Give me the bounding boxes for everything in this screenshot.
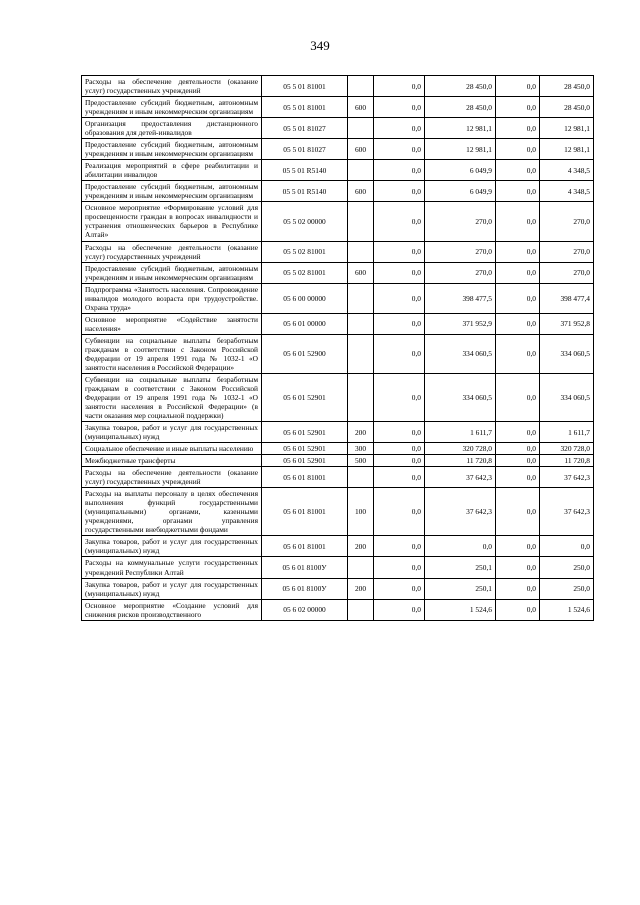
row-expense-type-cell: 600 [348, 262, 374, 283]
row-value-1-cell: 0,0 [374, 76, 425, 97]
row-name-cell: Межбюджетные трансферты [82, 455, 262, 467]
row-expense-type-cell: 500 [348, 455, 374, 467]
row-value-2-cell: 334 060,5 [425, 373, 496, 421]
row-value-1-cell: 0,0 [374, 536, 425, 557]
row-name-cell: Субвенции на социальные выплаты безработным гражданам в соответствии с Законом Российской Федерации от 19 апреля 1991 года № 1032-1 «О занятости населения в Российской Федерации» (в части оказания мер социальной поддержки) [82, 373, 262, 421]
table-row [82, 443, 594, 455]
row-value-1-cell: 0,0 [374, 422, 425, 443]
table-row [82, 313, 594, 334]
row-name-cell: Организация предоставления дистанционного образования для детей-инвалидов [82, 118, 262, 139]
row-value-4-cell: 4 348,5 [540, 181, 594, 202]
table-row [82, 578, 594, 599]
row-value-2-cell: 1 524,6 [425, 599, 496, 620]
table-row [82, 241, 594, 262]
row-name-cell: Основное мероприятие «Создание условий для снижения рисков производственного [82, 599, 262, 620]
row-value-1-cell: 0,0 [374, 181, 425, 202]
row-value-4-cell: 270,0 [540, 202, 594, 241]
row-value-3-cell: 0,0 [496, 160, 540, 181]
row-code-cell: 05 6 00 00000 [262, 283, 348, 313]
row-name-cell: Социальное обеспечение и иные выплаты населению [82, 443, 262, 455]
table-row [82, 262, 594, 283]
row-value-2-cell: 250,1 [425, 557, 496, 578]
row-value-4-cell: 371 952,8 [540, 313, 594, 334]
row-code-cell: 05 6 01 8100У [262, 578, 348, 599]
row-value-1-cell: 0,0 [374, 160, 425, 181]
row-value-2-cell: 37 642,3 [425, 488, 496, 536]
row-code-cell: 05 5 01 81027 [262, 139, 348, 160]
row-value-1-cell: 0,0 [374, 241, 425, 262]
row-value-3-cell: 0,0 [496, 443, 540, 455]
row-expense-type-cell: 600 [348, 97, 374, 118]
row-name-cell: Предоставление субсидий бюджетным, автономным учреждениям и иным некоммерческим организациям [82, 97, 262, 118]
row-value-4-cell: 334 060,5 [540, 373, 594, 421]
row-name-cell: Расходы на коммунальные услуги государственных учреждений Республики Алтай [82, 557, 262, 578]
row-value-3-cell: 0,0 [496, 488, 540, 536]
row-name-cell: Расходы на обеспечение деятельности (оказание услуг) государственных учреждений [82, 467, 262, 488]
row-name-cell: Реализация мероприятий в сфере реабилитации и абилитации инвалидов [82, 160, 262, 181]
row-value-1-cell: 0,0 [374, 262, 425, 283]
row-value-3-cell: 0,0 [496, 283, 540, 313]
row-value-3-cell: 0,0 [496, 467, 540, 488]
table-row [82, 97, 594, 118]
row-value-1-cell: 0,0 [374, 488, 425, 536]
row-name-cell: Расходы на выплаты персоналу в целях обеспечения выполнения функций государственными (муниципальными) органами, казенными учреждениями, органами управления государственными внебюджетными фондами [82, 488, 262, 536]
row-name-cell: Субвенции на социальные выплаты безработным гражданам в соответствии с Законом Российской Федерации от 19 апреля 1991 года № 1032-1 «О занятости населения в Российской Федерации» [82, 334, 262, 373]
row-code-cell: 05 6 01 52901 [262, 373, 348, 421]
table-row [82, 283, 594, 313]
row-value-4-cell: 12 981,1 [540, 139, 594, 160]
row-code-cell: 05 5 02 00000 [262, 202, 348, 241]
row-value-2-cell: 12 981,1 [425, 118, 496, 139]
row-name-cell: Расходы на обеспечение деятельности (оказание услуг) государственных учреждений [82, 76, 262, 97]
table-row [82, 181, 594, 202]
row-value-3-cell: 0,0 [496, 578, 540, 599]
row-name-cell: Предоставление субсидий бюджетным, автономным учреждениям и иным некоммерческим организациям [82, 139, 262, 160]
row-value-3-cell: 0,0 [496, 262, 540, 283]
row-value-3-cell: 0,0 [496, 313, 540, 334]
row-value-2-cell: 37 642,3 [425, 467, 496, 488]
row-value-4-cell: 28 450,0 [540, 97, 594, 118]
row-code-cell: 05 5 02 81001 [262, 241, 348, 262]
row-code-cell: 05 5 01 81001 [262, 97, 348, 118]
row-value-1-cell: 0,0 [374, 557, 425, 578]
table-row [82, 488, 594, 536]
row-expense-type-cell: 200 [348, 422, 374, 443]
row-code-cell: 05 6 01 8100У [262, 557, 348, 578]
row-expense-type-cell [348, 313, 374, 334]
row-value-4-cell: 334 060,5 [540, 334, 594, 373]
row-value-2-cell: 11 720,8 [425, 455, 496, 467]
row-name-cell: Предоставление субсидий бюджетным, автономным учреждениям и иным некоммерческим организациям [82, 181, 262, 202]
row-expense-type-cell: 200 [348, 578, 374, 599]
budget-table [81, 75, 594, 621]
row-value-4-cell: 250,0 [540, 578, 594, 599]
row-value-2-cell: 1 611,7 [425, 422, 496, 443]
table-row [82, 422, 594, 443]
row-value-2-cell: 250,1 [425, 578, 496, 599]
row-value-3-cell: 0,0 [496, 76, 540, 97]
row-value-3-cell: 0,0 [496, 373, 540, 421]
row-expense-type-cell: 600 [348, 139, 374, 160]
row-name-cell: Закупка товаров, работ и услуг для государственных (муниципальных) нужд [82, 536, 262, 557]
row-value-4-cell: 270,0 [540, 241, 594, 262]
row-value-4-cell: 11 720,8 [540, 455, 594, 467]
row-value-2-cell: 270,0 [425, 202, 496, 241]
row-name-cell: Расходы на обеспечение деятельности (оказание услуг) государственных учреждений [82, 241, 262, 262]
row-value-3-cell: 0,0 [496, 536, 540, 557]
row-code-cell: 05 5 01 R5140 [262, 181, 348, 202]
row-name-cell: Основное мероприятие «Содействие занятости населения» [82, 313, 262, 334]
row-value-3-cell: 0,0 [496, 599, 540, 620]
row-value-2-cell: 320 728,0 [425, 443, 496, 455]
row-code-cell: 05 6 01 52901 [262, 422, 348, 443]
row-value-2-cell: 270,0 [425, 241, 496, 262]
row-value-2-cell: 398 477,5 [425, 283, 496, 313]
row-code-cell: 05 6 01 00000 [262, 313, 348, 334]
row-value-1-cell: 0,0 [374, 139, 425, 160]
row-value-3-cell: 0,0 [496, 422, 540, 443]
row-code-cell: 05 6 01 52901 [262, 443, 348, 455]
row-value-4-cell: 0,0 [540, 536, 594, 557]
row-value-4-cell: 270,0 [540, 262, 594, 283]
row-name-cell: Закупка товаров, работ и услуг для государственных (муниципальных) нужд [82, 422, 262, 443]
row-code-cell: 05 6 01 81001 [262, 488, 348, 536]
table-row [82, 139, 594, 160]
row-value-3-cell: 0,0 [496, 557, 540, 578]
row-value-3-cell: 0,0 [496, 181, 540, 202]
row-expense-type-cell [348, 241, 374, 262]
row-value-4-cell: 37 642,3 [540, 488, 594, 536]
row-value-4-cell: 12 981,1 [540, 118, 594, 139]
row-name-cell: Предоставление субсидий бюджетным, автономным учреждениям и иным некоммерческим организациям [82, 262, 262, 283]
row-value-1-cell: 0,0 [374, 334, 425, 373]
row-value-2-cell: 270,0 [425, 262, 496, 283]
row-value-3-cell: 0,0 [496, 139, 540, 160]
row-value-4-cell: 1 524,6 [540, 599, 594, 620]
row-value-1-cell: 0,0 [374, 455, 425, 467]
table-row [82, 599, 594, 620]
row-expense-type-cell: 600 [348, 181, 374, 202]
row-code-cell: 05 5 01 R5140 [262, 160, 348, 181]
row-code-cell: 05 6 01 52901 [262, 455, 348, 467]
row-value-1-cell: 0,0 [374, 313, 425, 334]
row-value-2-cell: 6 049,9 [425, 181, 496, 202]
row-value-4-cell: 398 477,4 [540, 283, 594, 313]
table-row [82, 160, 594, 181]
row-expense-type-cell [348, 599, 374, 620]
table-row [82, 557, 594, 578]
row-expense-type-cell [348, 202, 374, 241]
table-row [82, 455, 594, 467]
row-expense-type-cell: 300 [348, 443, 374, 455]
table-row [82, 536, 594, 557]
row-expense-type-cell [348, 557, 374, 578]
row-expense-type-cell: 200 [348, 536, 374, 557]
row-value-4-cell: 1 611,7 [540, 422, 594, 443]
row-value-1-cell: 0,0 [374, 578, 425, 599]
row-code-cell: 05 5 01 81027 [262, 118, 348, 139]
row-expense-type-cell [348, 467, 374, 488]
row-expense-type-cell [348, 283, 374, 313]
page-number: 349 [310, 38, 330, 53]
row-expense-type-cell [348, 334, 374, 373]
table-body [82, 76, 594, 621]
row-value-3-cell: 0,0 [496, 334, 540, 373]
row-value-3-cell: 0,0 [496, 118, 540, 139]
row-name-cell: Подпрограмма «Занятость населения. Сопровождение инвалидов молодого возраста при трудоустройстве. Охрана труда» [82, 283, 262, 313]
row-value-4-cell: 320 728,0 [540, 443, 594, 455]
row-value-1-cell: 0,0 [374, 118, 425, 139]
table-row [82, 373, 594, 421]
row-code-cell: 05 6 01 81001 [262, 467, 348, 488]
row-value-2-cell: 28 450,0 [425, 76, 496, 97]
row-value-1-cell: 0,0 [374, 283, 425, 313]
table-row [82, 334, 594, 373]
row-value-4-cell: 37 642,3 [540, 467, 594, 488]
table-row [82, 118, 594, 139]
row-value-3-cell: 0,0 [496, 97, 540, 118]
row-code-cell: 05 6 01 81001 [262, 536, 348, 557]
row-value-3-cell: 0,0 [496, 455, 540, 467]
row-expense-type-cell [348, 118, 374, 139]
row-name-cell: Закупка товаров, работ и услуг для государственных (муниципальных) нужд [82, 578, 262, 599]
row-value-1-cell: 0,0 [374, 202, 425, 241]
row-value-4-cell: 28 450,0 [540, 76, 594, 97]
row-value-2-cell: 28 450,0 [425, 97, 496, 118]
row-value-2-cell: 334 060,5 [425, 334, 496, 373]
row-value-2-cell: 371 952,9 [425, 313, 496, 334]
row-name-cell: Основное мероприятие «Формирование условий для просвещенности граждан в вопросах инвалидности и устранения отношенческих барьеров в Республике Алтай» [82, 202, 262, 241]
row-value-1-cell: 0,0 [374, 97, 425, 118]
row-code-cell: 05 6 01 52900 [262, 334, 348, 373]
row-value-2-cell: 6 049,9 [425, 160, 496, 181]
row-value-4-cell: 4 348,5 [540, 160, 594, 181]
table-row [82, 76, 594, 97]
table-row [82, 467, 594, 488]
row-expense-type-cell: 100 [348, 488, 374, 536]
row-value-1-cell: 0,0 [374, 443, 425, 455]
row-value-2-cell: 0,0 [425, 536, 496, 557]
row-code-cell: 05 5 01 81001 [262, 76, 348, 97]
row-value-2-cell: 12 981,1 [425, 139, 496, 160]
row-expense-type-cell [348, 373, 374, 421]
row-code-cell: 05 6 02 00000 [262, 599, 348, 620]
row-expense-type-cell [348, 76, 374, 97]
row-value-3-cell: 0,0 [496, 202, 540, 241]
row-value-1-cell: 0,0 [374, 373, 425, 421]
row-value-3-cell: 0,0 [496, 241, 540, 262]
row-expense-type-cell [348, 160, 374, 181]
row-code-cell: 05 5 02 81001 [262, 262, 348, 283]
row-value-4-cell: 250,0 [540, 557, 594, 578]
row-value-1-cell: 0,0 [374, 467, 425, 488]
row-value-1-cell: 0,0 [374, 599, 425, 620]
table-row [82, 202, 594, 241]
